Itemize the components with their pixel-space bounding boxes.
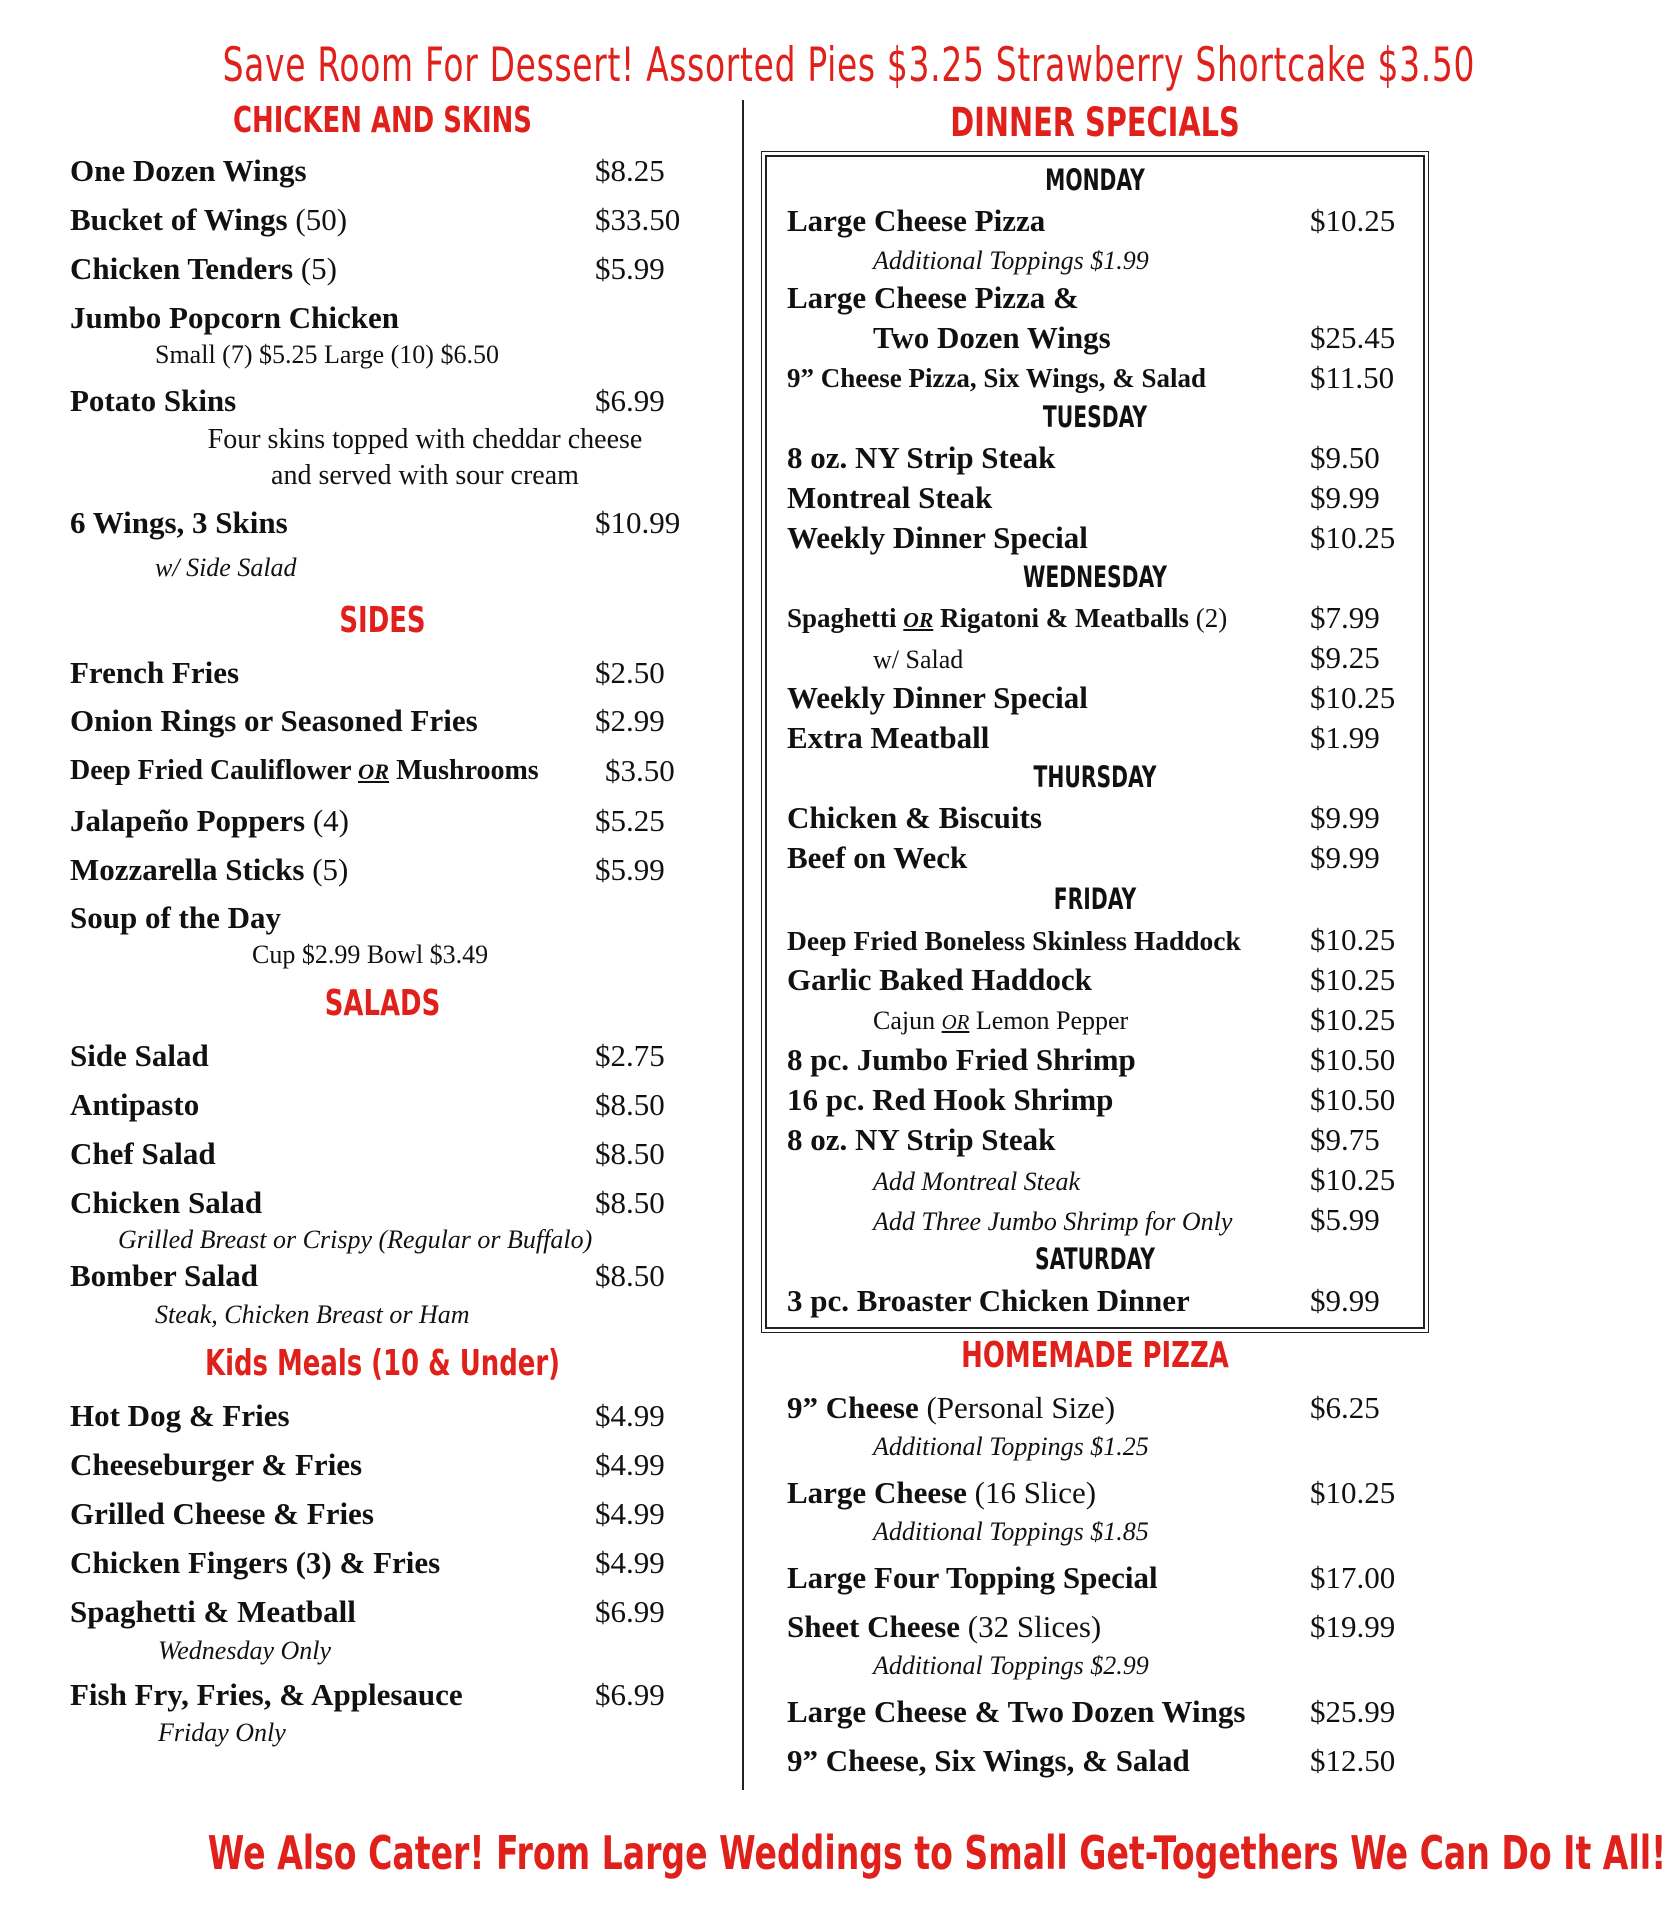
price: $10.25 bbox=[1310, 680, 1396, 715]
menu-item: 8 pc. Jumbo Fried Shrimp bbox=[787, 1042, 1136, 1077]
menu-item: Sheet Cheese (32 Slices) bbox=[787, 1609, 1102, 1644]
price: $6.99 bbox=[595, 1677, 665, 1712]
item-description: Friday Only bbox=[158, 1718, 286, 1747]
price: $5.99 bbox=[595, 852, 665, 887]
price: $5.99 bbox=[595, 251, 665, 286]
item-description: Add Three Jumbo Shrimp for Only bbox=[873, 1207, 1233, 1236]
menu-item: Side Salad bbox=[70, 1038, 209, 1073]
kids-heading: Kids Meals (10 & Under) bbox=[204, 1343, 561, 1384]
item-description: w/ Side Salad bbox=[155, 553, 297, 582]
catering-banner: We Also Cater! From Large Weddings to Small Get-Togethers We Can Do It All! bbox=[207, 1826, 1666, 1880]
menu-item: 6 Wings, 3 Skins bbox=[70, 505, 288, 540]
dinner-specials-heading: DINNER SPECIALS bbox=[950, 100, 1240, 146]
price: $5.25 bbox=[595, 803, 665, 838]
chicken-heading: CHICKEN AND SKINS bbox=[233, 100, 532, 141]
menu-item: 8 oz. NY Strip Steak bbox=[787, 1122, 1056, 1157]
menu-item: Large Cheese (16 Slice) bbox=[787, 1475, 1097, 1510]
price: $10.50 bbox=[1310, 1082, 1396, 1117]
price: $2.50 bbox=[595, 655, 665, 690]
day-heading-thursday: THURSDAY bbox=[1033, 760, 1157, 794]
item-description: Add Montreal Steak bbox=[873, 1167, 1080, 1196]
dessert-banner: Save Room For Dessert! Assorted Pies $3.25 Strawberry Shortcake $3.50 bbox=[222, 38, 1476, 93]
menu-item: Grilled Cheese & Fries bbox=[70, 1496, 374, 1531]
item-description: Cup $2.99 Bowl $3.49 bbox=[252, 940, 489, 969]
price: $6.25 bbox=[1310, 1390, 1380, 1425]
day-heading-saturday: SATURDAY bbox=[1034, 1242, 1156, 1276]
price: $12.50 bbox=[1310, 1743, 1396, 1778]
menu-item: Jumbo Popcorn Chicken bbox=[70, 300, 399, 335]
price: $9.99 bbox=[1310, 800, 1380, 835]
menu-item: Antipasto bbox=[70, 1087, 200, 1122]
item-description: Additional Toppings $1.85 bbox=[873, 1517, 1149, 1546]
item-description: Small (7) $5.25 Large (10) $6.50 bbox=[155, 340, 499, 369]
price: $4.99 bbox=[595, 1447, 665, 1482]
price: $8.50 bbox=[595, 1087, 665, 1122]
menu-item: 9” Cheese, Six Wings, & Salad bbox=[787, 1743, 1190, 1778]
menu-item: Soup of the Day bbox=[70, 900, 282, 935]
price: $10.25 bbox=[1310, 520, 1396, 555]
menu-item: Spaghetti OR Rigatoni & Meatballs (2) bbox=[787, 603, 1228, 633]
item-description: w/ Salad bbox=[873, 645, 964, 674]
salads-heading: SALADS bbox=[324, 983, 441, 1024]
price: $33.50 bbox=[595, 202, 681, 237]
menu-item: Spaghetti & Meatball bbox=[70, 1594, 356, 1629]
price: $25.99 bbox=[1310, 1694, 1396, 1729]
menu-item: Jalapeño Poppers (4) bbox=[70, 803, 350, 838]
price: $3.50 bbox=[605, 753, 675, 788]
price: $10.25 bbox=[1310, 1475, 1396, 1510]
price: $9.25 bbox=[1310, 640, 1380, 675]
price: $11.50 bbox=[1310, 360, 1395, 395]
menu-item: Chicken & Biscuits bbox=[787, 800, 1042, 835]
menu-item: Extra Meatball bbox=[787, 720, 990, 755]
menu-item: Two Dozen Wings bbox=[873, 320, 1111, 355]
menu-item: Fish Fry, Fries, & Applesauce bbox=[70, 1677, 463, 1712]
menu-item: Onion Rings or Seasoned Fries bbox=[70, 703, 478, 738]
price: $9.99 bbox=[1310, 480, 1380, 515]
menu-item: Chef Salad bbox=[70, 1136, 216, 1171]
price: $6.99 bbox=[595, 1594, 665, 1629]
item-description: Steak, Chicken Breast or Ham bbox=[155, 1300, 470, 1329]
price: $9.99 bbox=[1310, 1283, 1380, 1318]
day-heading-monday: MONDAY bbox=[1045, 163, 1145, 197]
price: $6.99 bbox=[595, 383, 665, 418]
menu-item: Mozzarella Sticks (5) bbox=[70, 852, 349, 887]
menu-item: 16 pc. Red Hook Shrimp bbox=[787, 1082, 1114, 1117]
price: $4.99 bbox=[595, 1496, 665, 1531]
price: $9.50 bbox=[1310, 440, 1380, 475]
price: $8.50 bbox=[595, 1185, 665, 1220]
price: $10.25 bbox=[1310, 922, 1396, 957]
price: $4.99 bbox=[595, 1545, 665, 1580]
price: $2.75 bbox=[595, 1038, 665, 1073]
price: $10.25 bbox=[1310, 203, 1396, 238]
price: $17.00 bbox=[1310, 1560, 1396, 1595]
menu-item: Chicken Tenders (5) bbox=[70, 251, 337, 286]
menu-item: Chicken Salad bbox=[70, 1185, 263, 1220]
menu-item: Deep Fried Cauliflower OR Mushrooms bbox=[70, 755, 539, 786]
menu-item: Bomber Salad bbox=[70, 1258, 259, 1293]
day-heading-friday: FRIDAY bbox=[1053, 882, 1137, 916]
item-description: Wednesday Only bbox=[158, 1636, 332, 1665]
menu-item: Montreal Steak bbox=[787, 480, 993, 515]
price: $2.99 bbox=[595, 703, 665, 738]
menu-item: 9” Cheese (Personal Size) bbox=[787, 1390, 1116, 1425]
menu-item: 9” Cheese Pizza, Six Wings, & Salad bbox=[787, 363, 1207, 393]
menu-item: Garlic Baked Haddock bbox=[787, 962, 1092, 997]
menu-item: Beef on Weck bbox=[787, 840, 968, 875]
menu-item: Large Cheese Pizza bbox=[787, 203, 1046, 238]
menu-item: Deep Fried Boneless Skinless Haddock bbox=[787, 925, 1241, 956]
item-description: Cajun OR Lemon Pepper bbox=[873, 1006, 1129, 1035]
price: $25.45 bbox=[1310, 320, 1396, 355]
price: $10.25 bbox=[1310, 962, 1396, 997]
price: $9.99 bbox=[1310, 840, 1380, 875]
menu-item: Bucket of Wings (50) bbox=[70, 202, 348, 237]
menu-item: Weekly Dinner Special bbox=[787, 520, 1088, 555]
price: $8.50 bbox=[595, 1136, 665, 1171]
menu-item: Large Four Topping Special bbox=[787, 1560, 1158, 1595]
day-heading-wednesday: WEDNESDAY bbox=[1023, 560, 1167, 594]
column-divider bbox=[742, 100, 744, 1790]
item-description: Additional Toppings $1.99 bbox=[873, 246, 1149, 275]
menu-item: Large Cheese & Two Dozen Wings bbox=[787, 1694, 1246, 1729]
day-heading-tuesday: TUESDAY bbox=[1042, 400, 1148, 434]
menu-item: French Fries bbox=[70, 655, 240, 690]
price: $10.25 bbox=[1310, 1002, 1396, 1037]
item-description: Additional Toppings $1.25 bbox=[873, 1432, 1149, 1461]
menu-item: 3 pc. Broaster Chicken Dinner bbox=[787, 1283, 1190, 1318]
price: $10.25 bbox=[1310, 1162, 1396, 1197]
menu-item: Weekly Dinner Special bbox=[787, 680, 1088, 715]
price: $19.99 bbox=[1310, 1609, 1396, 1644]
sides-heading: SIDES bbox=[339, 600, 426, 641]
price: $10.99 bbox=[595, 505, 681, 540]
price: $8.50 bbox=[595, 1258, 665, 1293]
price: $9.75 bbox=[1310, 1122, 1380, 1157]
menu-item: 8 oz. NY Strip Steak bbox=[787, 440, 1056, 475]
price: $7.99 bbox=[1310, 600, 1380, 635]
price: $1.99 bbox=[1310, 720, 1380, 755]
menu-item: Hot Dog & Fries bbox=[70, 1398, 290, 1433]
item-description: and served with sour cream bbox=[271, 460, 579, 491]
item-description: Additional Toppings $2.99 bbox=[873, 1651, 1149, 1680]
price: $8.25 bbox=[595, 153, 665, 188]
price: $10.50 bbox=[1310, 1042, 1396, 1077]
item-description: Four skins topped with cheddar cheese bbox=[207, 424, 643, 455]
menu-item: Large Cheese Pizza & bbox=[787, 280, 1079, 315]
price: $4.99 bbox=[595, 1398, 665, 1433]
menu-item: Chicken Fingers (3) & Fries bbox=[70, 1545, 441, 1580]
menu-item: Potato Skins bbox=[70, 383, 237, 418]
homemade-pizza-heading: HOMEMADE PIZZA bbox=[961, 1335, 1229, 1376]
menu-item: Cheeseburger & Fries bbox=[70, 1447, 363, 1482]
menu-item: One Dozen Wings bbox=[70, 153, 307, 188]
price: $5.99 bbox=[1310, 1202, 1380, 1237]
item-description: Grilled Breast or Crispy (Regular or Buffalo) bbox=[118, 1225, 593, 1254]
